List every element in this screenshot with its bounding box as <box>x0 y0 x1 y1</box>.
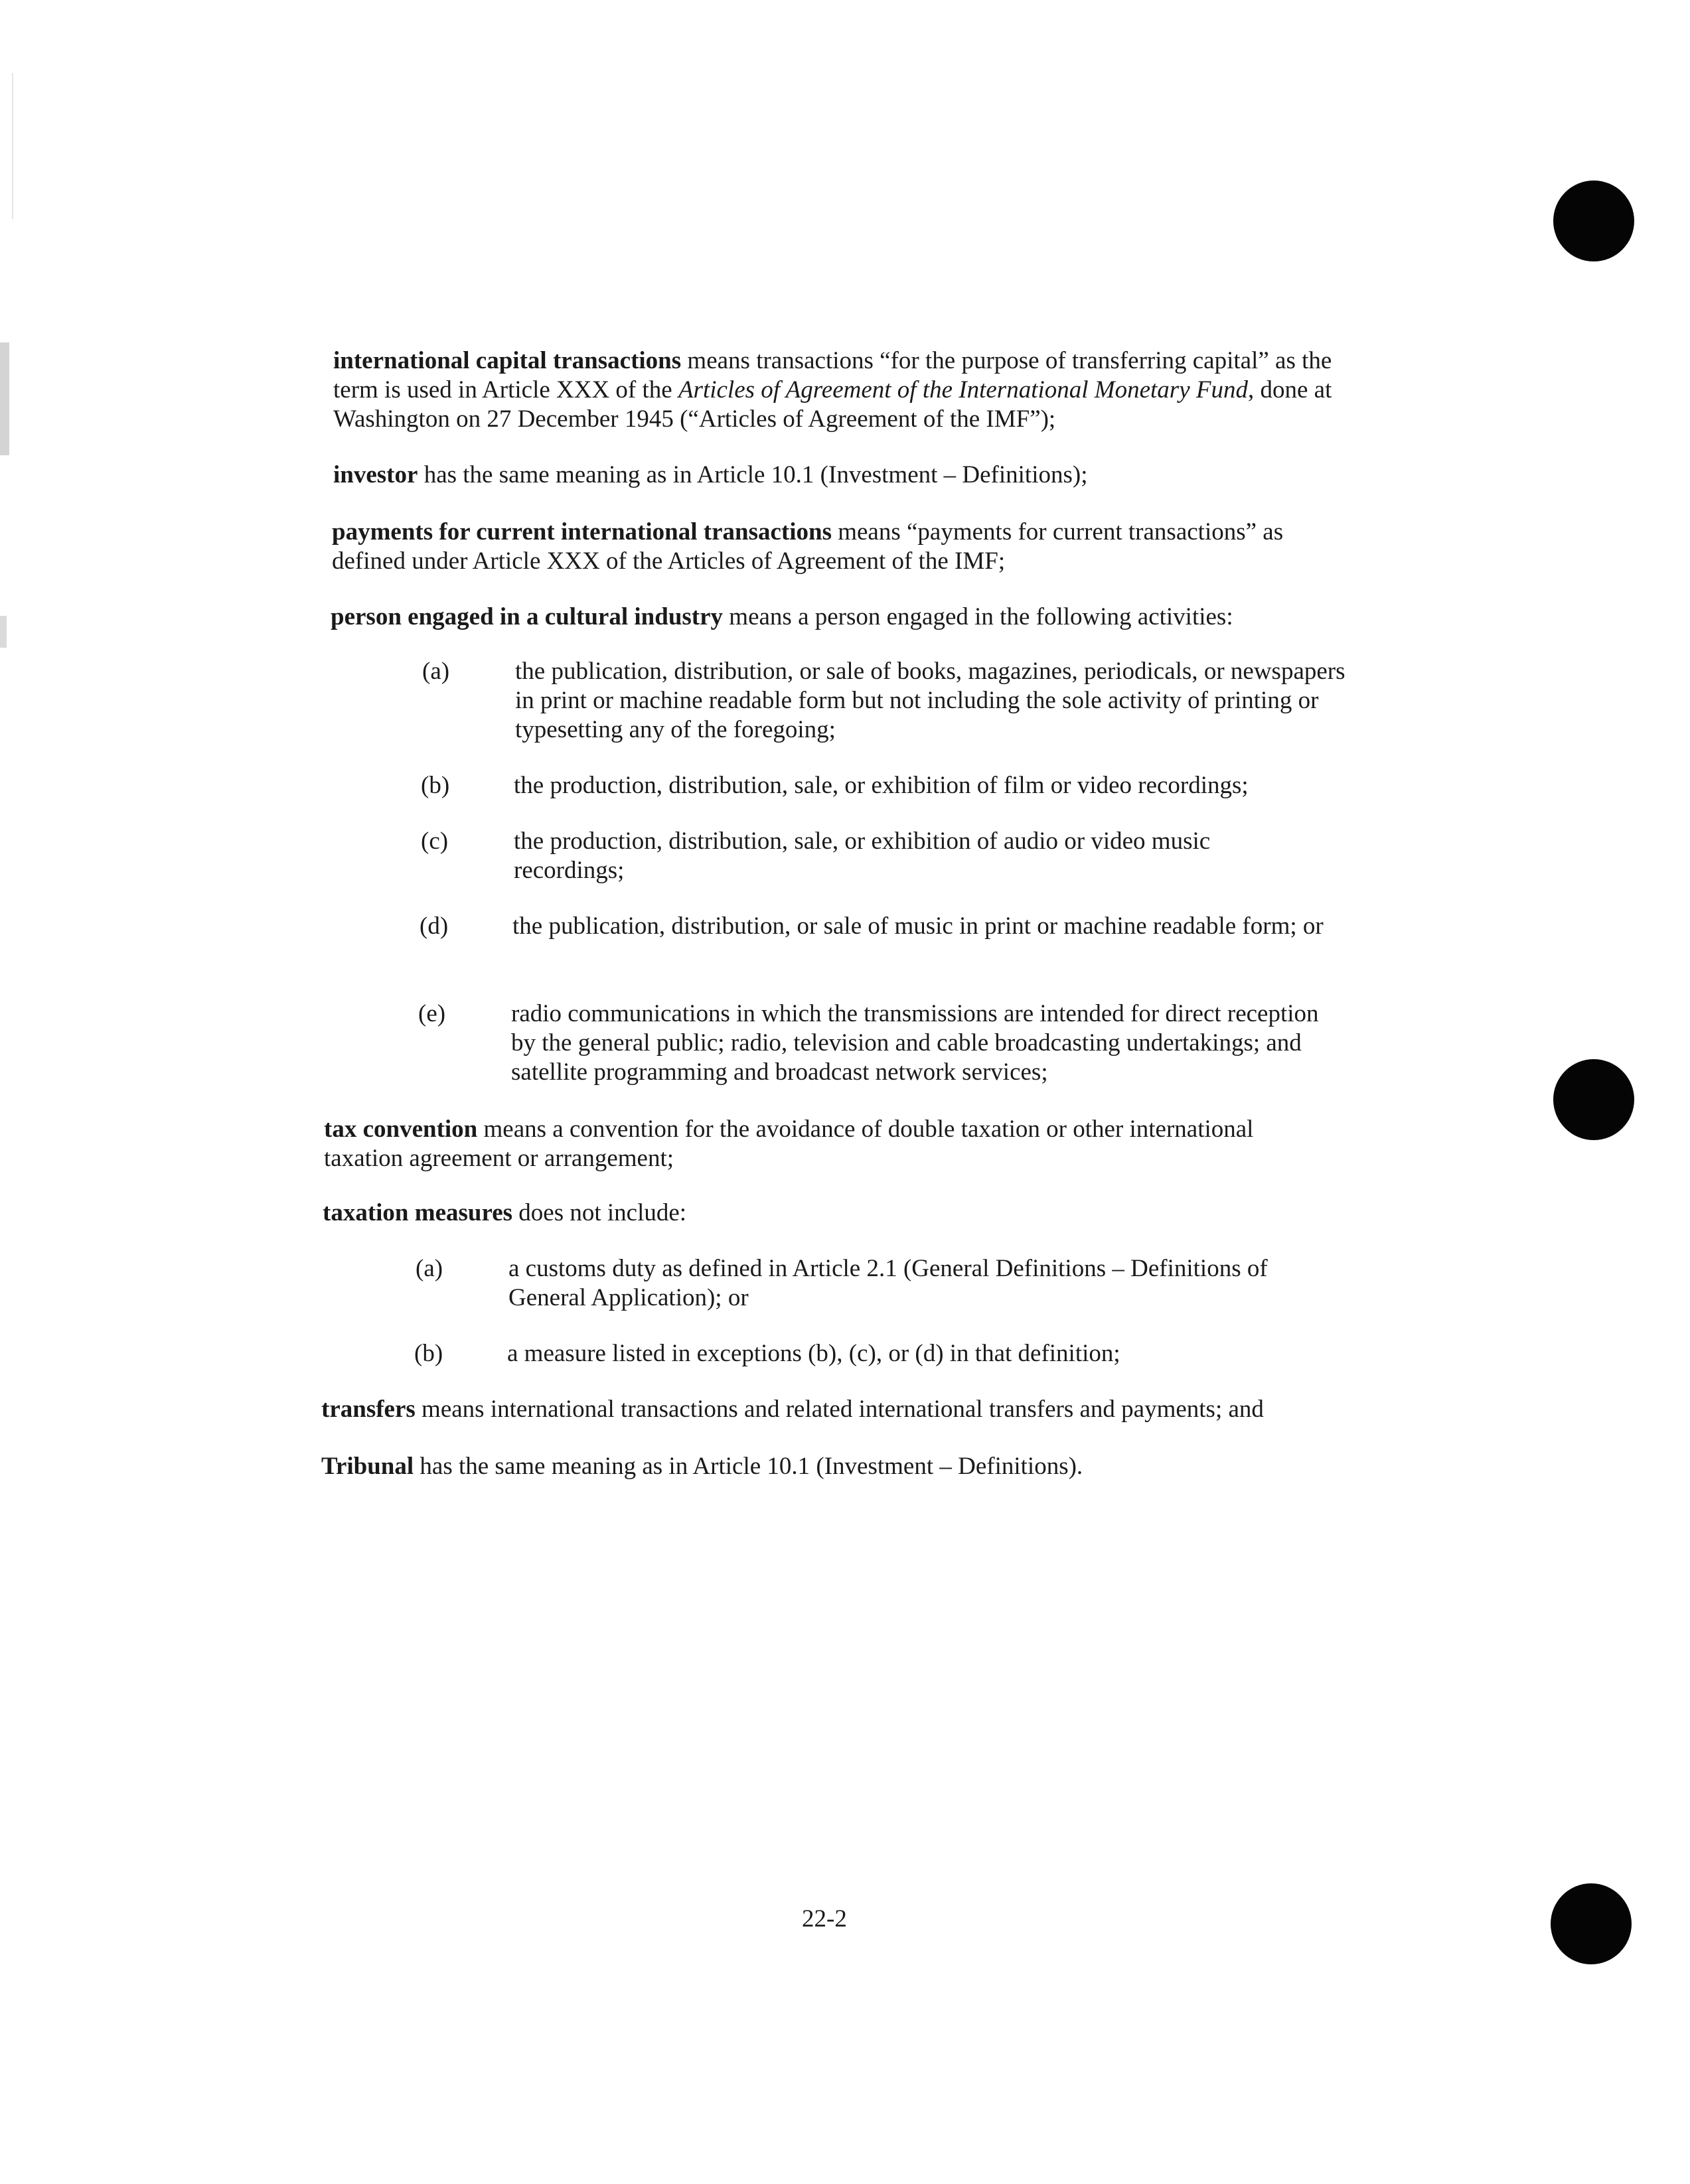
definition-term: person engaged in a cultural industry <box>331 603 724 630</box>
definition-international-capital-transactions <box>333 346 1355 434</box>
page-number: 22-2 <box>802 1905 847 1932</box>
definition-text: has the same meaning as in Article 10.1 (Investment – Definitions). <box>414 1453 1083 1480</box>
list-item <box>422 657 1365 750</box>
list-item-label: (d) <box>420 912 449 940</box>
definition-term: Tribunal <box>321 1453 414 1480</box>
definition-transfers <box>321 1395 1357 1424</box>
definition-term: investor <box>333 461 418 488</box>
definition-text: does not include: <box>512 1199 687 1226</box>
list-item <box>420 912 1362 972</box>
list-item-text: a customs duty as defined in Article 2.1 (General Definitions – Definitions of General Application); or <box>508 1255 1268 1311</box>
list-item <box>418 999 1361 1092</box>
list-item-text: radio communications in which the transmissions are intended for direct reception by the general public; radio, television and cable broadcasting undertakings; and satellite programming and broadcast network services; <box>511 1000 1319 1086</box>
list-item-text: the production, distribution, sale, or exhibition of audio or video music recordings; <box>514 828 1211 884</box>
definition-text: means a person engaged in the following activities: <box>723 603 1233 630</box>
list-item <box>416 1254 1358 1314</box>
definition-text: means “payments for current transactions” as defined under Article XXX of the Articles of Agreement of the IMF; <box>332 518 1284 575</box>
definition-term: tax convention <box>324 1116 478 1143</box>
list-item-label: (b) <box>421 772 450 799</box>
punch-hole-top <box>1553 181 1634 261</box>
list-item <box>421 827 1363 887</box>
definition-person-cultural-industry <box>331 603 1366 632</box>
list-item <box>414 1339 1357 1372</box>
scan-artifact <box>0 616 7 648</box>
definition-text: means a convention for the avoidance of double taxation or other international taxation agreement or arrangement; <box>324 1116 1254 1172</box>
list-item-label: (e) <box>418 1000 446 1027</box>
definition-term: payments for current international transactions <box>332 518 832 546</box>
punch-hole-bottom <box>1551 1883 1632 1964</box>
definition-term: international capital transactions <box>333 347 682 374</box>
punch-hole-middle <box>1553 1059 1634 1140</box>
list-item <box>421 771 1363 804</box>
list-item-label: (a) <box>416 1255 443 1282</box>
definition-text: means international transactions and related international transfers and payments; and <box>415 1396 1264 1423</box>
list-item-text: the publication, distribution, or sale of books, magazines, periodicals, or newspapers in print or machine readable form but not including the sole activity of printing or typesetting any of the foregoing; <box>515 658 1345 743</box>
definition-term: transfers <box>321 1396 416 1423</box>
list-item-label: (b) <box>414 1340 443 1367</box>
definition-tax-convention <box>324 1115 1326 1173</box>
list-item-label: (a) <box>422 658 450 685</box>
list-item-text: the publication, distribution, or sale of music in print or machine readable form; or <box>512 912 1324 940</box>
list-item-label: (c) <box>421 828 449 855</box>
definition-investor <box>333 461 1355 490</box>
definition-payments-current-transactions <box>332 518 1354 576</box>
list-item-text: the production, distribution, sale, or exhibition of film or video recordings; <box>514 772 1249 799</box>
definition-tribunal <box>321 1452 1357 1481</box>
definition-italic-title: Articles of Agreement of the International Monetary Fund <box>678 376 1248 403</box>
scan-artifact <box>12 73 13 219</box>
definition-text: , done at Washington on 27 December 1945 (“Articles of Agreement of the IMF”); <box>333 376 1332 433</box>
definition-text: means transactions “for the purpose of transferring capital” as the term is used in Article XXX of the <box>333 347 1332 403</box>
scan-artifact <box>0 342 9 455</box>
list-item-text: a measure listed in exceptions (b), (c), or (d) in that definition; <box>507 1340 1120 1367</box>
definition-text: has the same meaning as in Article 10.1 (Investment – Definitions); <box>418 461 1088 488</box>
definition-term: taxation measures <box>323 1199 513 1226</box>
definition-taxation-measures <box>323 1199 1325 1228</box>
